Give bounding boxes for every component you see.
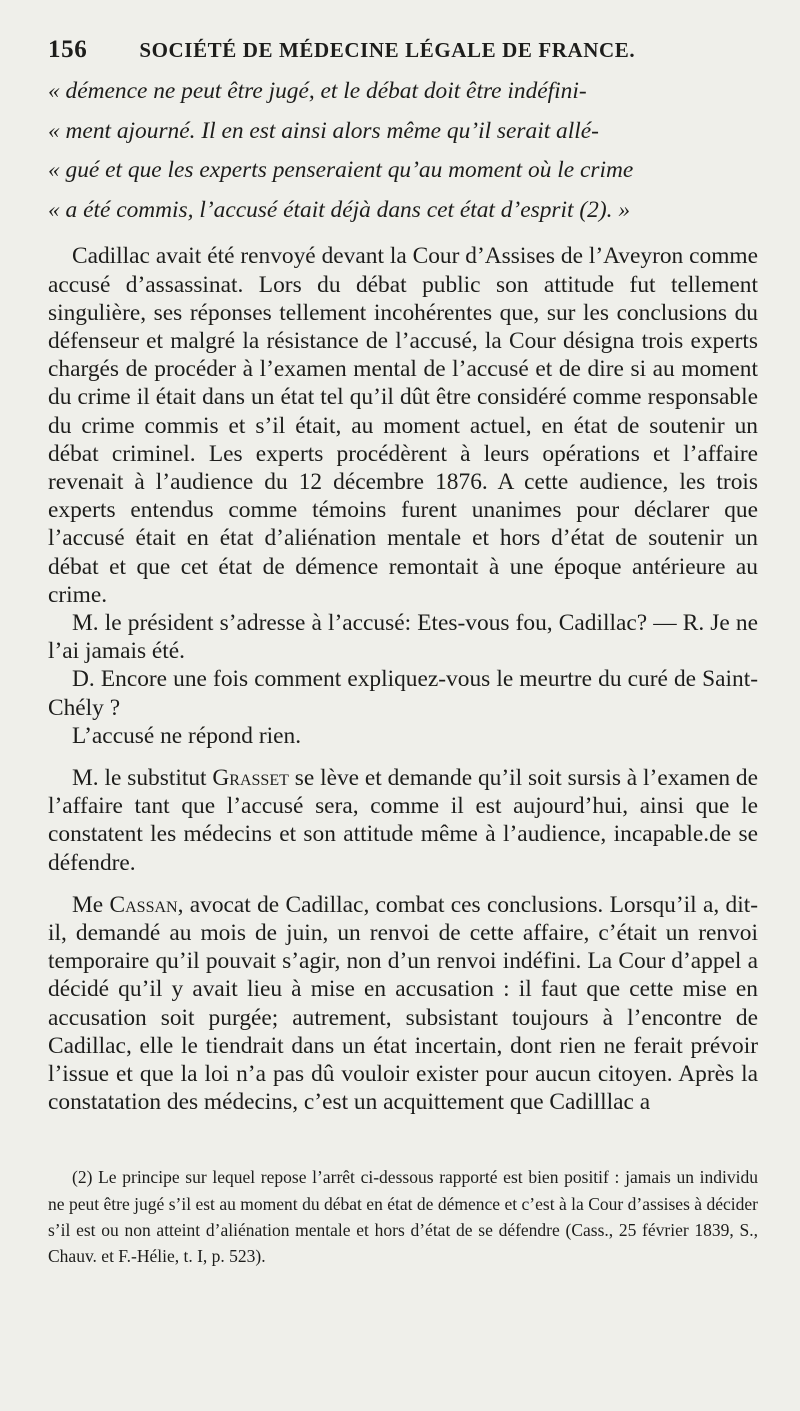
- footnote-text: (2) Le principe sur lequel repose l’arrêt ci-dessous rapporté est bien positif : jamais un individu ne peut être jugé s’il est au moment du débat en état de démence et c’est à la Cour d’assises à décider s’il est ou non atteint d’aliénation mentale et hors d’état de se défendre (Cass., 25 février 1839, S., Chauv. et F.-Hélie, t. I, p. 523).: [48, 1167, 758, 1267]
- avocat-prefix: Me: [72, 891, 110, 918]
- paragraph-second-question: D. Encore une fois comment expliquez-vous le meurtre du curé de Saint-Chély ?: [48, 666, 758, 721]
- quote-line: « gué et que les experts penseraient qu’au moment où le crime: [48, 157, 634, 184]
- substitut-name: Grasset: [212, 765, 289, 792]
- page-number: 156: [48, 36, 88, 63]
- footnote: [48, 1164, 758, 1269]
- substitut-text: se lève et demande qu’il soit sursis à l’examen de l’affaire tant que l’accusé sera, comme il est aujourd’hui, ainsi que le constatent les médecins et son attitude même à l’audience, incapable.de se défendre.: [48, 765, 758, 876]
- substitut-prefix: M. le substitut: [72, 765, 213, 792]
- paragraph-president-question: M. le président s’adresse à l’accusé: Etes-vous fou, Cadillac? — R. Je ne l’ai jamais été.: [48, 610, 758, 665]
- body-text: [48, 242, 758, 1116]
- quote-line: « démence ne peut être jugé, et le débat doit être indéfini-: [48, 78, 587, 104]
- paragraph-substitut: [48, 764, 758, 877]
- page-header: [48, 36, 758, 64]
- paragraph-case-summary: Cadillac avait été renvoyé devant la Cour d’Assises de l’Aveyron comme accusé d’assassinat. Lors du débat public son attitude fut tellement singulière, ses réponses tellement incohérentes que, sur les conclusions du défenseur et malgré la résistance de l’accusé, la Cour désigna trois experts chargés de procéder à l’examen mental de l’accusé et de dire si au moment du crime il était dans un état tel qu’il dût être considéré comme responsable du crime commis et s’il était, au moment actuel, en état de soutenir un débat criminel. Les experts procédèrent à leurs opérations et l’affaire revenait à l’audience du 12 décembre 1876. A cette audience, les trois experts entendus comme témoins furent unanimes pour déclarer que l’accusé était en état d’aliénation mentale et hors d’état de soutenir un débat et que cet état de démence remontait à une époque antérieure au crime.: [48, 243, 758, 608]
- avocat-name: Cassan: [109, 891, 178, 918]
- running-head: SOCIÉTÉ DE MÉDECINE LÉGALE DE FRANCE.: [139, 38, 636, 62]
- paragraph-no-answer: L’accusé ne répond rien.: [72, 722, 302, 749]
- paragraph-avocat: [48, 891, 758, 1117]
- avocat-text: , avocat de Cadillac, combat ces conclusions. Lorsqu’il a, dit-il, demandé au mois de juin, un renvoi de cette affaire, c’était un renvoi temporaire qu’il pouvait s’agir, non d’un renvoi indéfini. La Cour d’appel a décidé qu’il y avait lieu à mise en accusation : il faut que cette mise en accusation soit purgée; autrement, subsistant toujours à l’encontre de Cadillac, elle le tiendrait dans un état incertain, dont rien ne ferait prévoir l’issue et que la loi n’a pas dû vouloir exister pour aucun citoyen. Après la constatation des médecins, c’est un acquittement que Cadilllac a: [48, 891, 758, 1116]
- quote-line: « ment ajourné. Il en est ainsi alors même qu’il serait allé-: [48, 117, 599, 144]
- quoted-passage: [48, 72, 758, 230]
- quote-line: « a été commis, l’accusé était déjà dans cet état d’esprit (2). »: [48, 196, 631, 223]
